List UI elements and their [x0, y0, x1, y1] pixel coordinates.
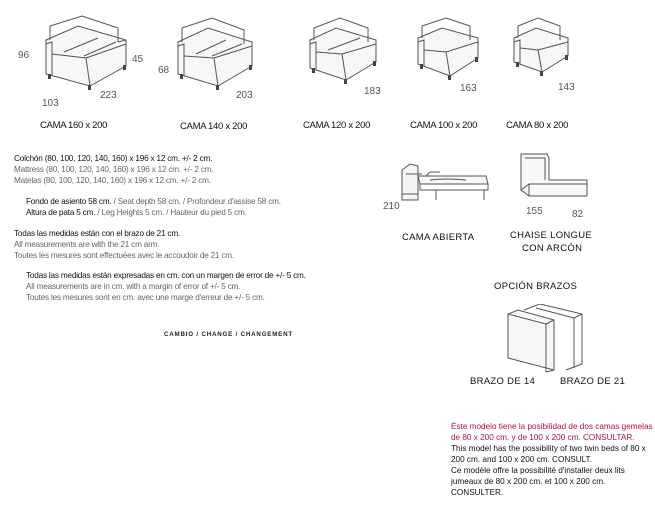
twin-note-es: Éste modelo tiene la posibilidad de dos camas gemelas de 80 x 200 cm. y de 100 x 200 cm. CONSULTAR.	[451, 422, 653, 442]
chaise-caption-line2: CON ARCÓN	[522, 243, 583, 254]
error-note-en: All measurements are in cm. with a margin of error of +/- 5 cm.	[26, 282, 241, 291]
arm-options-drawing	[496, 304, 616, 376]
sofa-140-width: 203	[236, 90, 253, 101]
open-bed-drawing	[396, 160, 492, 208]
chaise-caption-line1: CHAISE LONGUE	[510, 230, 593, 241]
seat-depth-spec	[26, 196, 281, 207]
arm-21-caption: BRAZO DE 21	[560, 376, 626, 387]
arm-note-fr: Toutes les mesures sont effectuées avec le accoudoir de 21 cm.	[14, 251, 235, 260]
arm-14-caption: BRAZO DE 14	[470, 376, 536, 387]
sofa-100-caption: CAMA 100 x 200	[410, 120, 478, 131]
arm-note-es: Todas las medidas están con el brazo de 21 cm.	[14, 229, 181, 238]
sofa-drawing-160	[38, 14, 130, 92]
sofa-80-caption: CAMA 80 x 200	[506, 120, 569, 131]
chaise-width: 82	[572, 209, 584, 220]
mattress-spec-en: Mattress (80, 100, 120, 140, 160) x 196 x 12 cm. +/- 2 cm.	[14, 165, 214, 174]
sofa-100-width: 163	[460, 83, 477, 94]
arm-note-block	[14, 228, 234, 261]
sofa-drawing-100	[412, 16, 482, 82]
leg-height-spec	[26, 207, 281, 218]
specs-block	[14, 153, 213, 186]
open-bed-length: 210	[383, 201, 400, 212]
open-bed-caption: CAMA ABIERTA	[402, 232, 475, 243]
twin-beds-note	[451, 421, 655, 498]
twin-note-en: This model has the possibility of two twin beds of 80 x 200 cm. and 100 x 200 cm. CONSULT.	[451, 444, 646, 464]
chaise-length: 155	[526, 206, 543, 217]
mattress-spec-es: Colchón (80, 100, 120, 140, 160) x 196 x 12 cm. +/- 2 cm.	[14, 154, 213, 163]
mattress-spec-fr: Matelas (80, 100, 120, 140, 160) x 196 x 12 cm. +/- 2 cm.	[14, 176, 211, 185]
leg-height-other: / Leg Heights 5 cm. / Hauteur du pied 5 cm.	[95, 208, 247, 217]
sofa-160-depth: 103	[42, 98, 59, 109]
leg-height-es: Altura de pata 5 cm.	[26, 208, 96, 217]
sofa-120-caption: CAMA 120 x 200	[303, 120, 371, 131]
sofa-140-height: 68	[158, 65, 170, 76]
sofa-160-width: 223	[100, 90, 117, 101]
error-note-es: Todas las medidas están expresadas en cm. con un margen de error de +/- 5 cm.	[26, 271, 306, 280]
seat-depth-other: / Seat depth 58 cm. / Profondeur d'assise 58 cm.	[111, 197, 281, 206]
sofa-160-caption: CAMA 160 x 200	[40, 120, 108, 131]
error-note-fr: Toutes les mesures sont en cm. avec une marge d'erreur de +/- 5 cm.	[26, 293, 265, 302]
sofa-160-height: 96	[18, 50, 30, 61]
sofa-drawing-120	[304, 16, 380, 86]
sofa-80-width: 143	[558, 82, 575, 93]
arm-note-en: All measurements are with the 21 cm arm.	[14, 240, 160, 249]
sofa-drawing-140	[172, 16, 256, 92]
cambio-label: CAMBIO / CHANGE / CHANGEMENT	[164, 331, 293, 338]
twin-note-fr: Ce modèle offre la possibilité d'installer deux lits jumeaux de 80 x 200 cm. et 100 x 200 cm. CONSULTER.	[451, 466, 625, 497]
arm-options-title: OPCIÓN BRAZOS	[494, 281, 578, 292]
seat-depth-es: Fondo de asiento 58 cm.	[26, 197, 112, 206]
sofa-drawing-80	[508, 16, 572, 80]
sofa-160-arm-height: 45	[132, 54, 144, 65]
chaise-drawing	[515, 150, 591, 204]
error-note-block	[26, 270, 306, 303]
seat-leg-block	[26, 196, 281, 218]
sofa-140-caption: CAMA 140 x 200	[180, 121, 248, 132]
sofa-120-width: 183	[364, 86, 381, 97]
